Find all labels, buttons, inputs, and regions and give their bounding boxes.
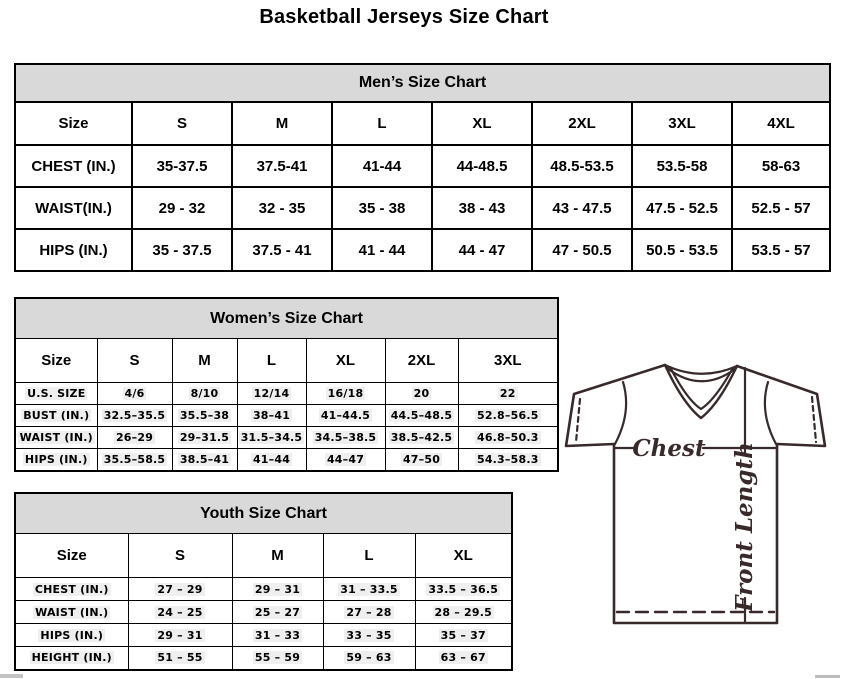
row-label: WAIST (IN.) (15, 601, 128, 624)
table-row (15, 578, 512, 601)
table-row (15, 383, 558, 405)
size-cell: 38–41 (237, 405, 306, 427)
table-row (15, 449, 558, 471)
size-cell: 31 – 33 (232, 624, 323, 647)
row-label: BUST (IN.) (15, 405, 97, 427)
size-cell: 63 – 67 (415, 647, 512, 670)
size-cell: 53.5 - 57 (732, 229, 830, 271)
size-cell: 32 - 35 (232, 187, 332, 229)
row-label: CHEST (IN.) (15, 578, 128, 601)
size-cell: 53.5-58 (632, 145, 732, 187)
front-length-label: Front Length (731, 442, 758, 612)
column-header: M (232, 102, 332, 145)
row-label: HIPS (IN.) (15, 624, 128, 647)
column-header: S (97, 339, 172, 383)
size-cell: 27 – 28 (323, 601, 415, 624)
table-row (15, 601, 512, 624)
size-cell: 55 – 59 (232, 647, 323, 670)
left-armhole-seam (615, 382, 626, 444)
size-cell: 26–29 (97, 427, 172, 449)
column-header: XL (432, 102, 532, 145)
column-header: L (332, 102, 432, 145)
size-cell: 52.5 - 57 (732, 187, 830, 229)
table-row (15, 229, 830, 271)
table-row (15, 405, 558, 427)
size-cell: 28 – 29.5 (415, 601, 512, 624)
size-cell: 29 – 31 (232, 578, 323, 601)
size-cell: 59 – 63 (323, 647, 415, 670)
size-cell: 46.8–50.3 (458, 427, 558, 449)
table-row (15, 427, 558, 449)
row-label: HEIGHT (IN.) (15, 647, 128, 670)
column-header: Size (15, 339, 97, 383)
table-title: Women’s Size Chart (15, 298, 558, 339)
size-table (14, 63, 831, 272)
jersey-measurement-diagram (556, 360, 843, 660)
collar-back-arc (665, 365, 737, 374)
size-cell: 20 (385, 383, 458, 405)
column-header: L (237, 339, 306, 383)
size-cell: 54.3–58.3 (458, 449, 558, 471)
size-cell: 31.5–34.5 (237, 427, 306, 449)
size-table (14, 297, 559, 472)
size-cell: 41–44.5 (306, 405, 385, 427)
size-cell: 38 - 43 (432, 187, 532, 229)
right-cuff-dashed-line (812, 397, 816, 442)
size-cell: 44–47 (306, 449, 385, 471)
size-cell: 24 – 25 (128, 601, 232, 624)
column-header: 2XL (385, 339, 458, 383)
table-title: Men’s Size Chart (15, 64, 830, 102)
column-header: L (323, 534, 415, 578)
row-label: WAIST(IN.) (15, 187, 132, 229)
mens-size-chart-table (14, 63, 829, 272)
size-cell: 52.8–56.5 (458, 405, 558, 427)
size-cell: 41-44 (332, 145, 432, 187)
column-header: S (132, 102, 232, 145)
size-cell: 51 – 55 (128, 647, 232, 670)
size-cell: 44 - 47 (432, 229, 532, 271)
chest-label: Chest (632, 435, 706, 462)
row-label: HIPS (IN.) (15, 449, 97, 471)
size-cell: 41–44 (237, 449, 306, 471)
column-header: 3XL (458, 339, 558, 383)
right-armhole-seam (765, 382, 776, 444)
size-cell: 22 (458, 383, 558, 405)
size-cell: 37.5 - 41 (232, 229, 332, 271)
row-label: HIPS (IN.) (15, 229, 132, 271)
size-cell: 31 – 33.5 (323, 578, 415, 601)
size-cell: 4/6 (97, 383, 172, 405)
size-cell: 35.5–38 (172, 405, 237, 427)
size-table (14, 492, 513, 671)
column-header: 3XL (632, 102, 732, 145)
column-header: M (172, 339, 237, 383)
page-title: Basketball Jerseys Size Chart (259, 6, 549, 28)
column-header: Size (15, 102, 132, 145)
size-cell: 47–50 (385, 449, 458, 471)
column-header: 4XL (732, 102, 830, 145)
column-header: Size (15, 534, 128, 578)
size-cell: 50.5 - 53.5 (632, 229, 732, 271)
cutoff-element-left (0, 674, 23, 678)
size-cell: 35-37.5 (132, 145, 232, 187)
size-cell: 38.5–42.5 (385, 427, 458, 449)
size-cell: 29–31.5 (172, 427, 237, 449)
size-cell: 29 – 31 (128, 624, 232, 647)
row-label: CHEST (IN.) (15, 145, 132, 187)
size-cell: 33.5 – 36.5 (415, 578, 512, 601)
size-cell: 33 – 35 (323, 624, 415, 647)
youth-size-chart-table (14, 492, 511, 671)
size-cell: 16/18 (306, 383, 385, 405)
size-cell: 35 – 37 (415, 624, 512, 647)
size-cell: 47 - 50.5 (532, 229, 632, 271)
womens-size-chart-table (14, 297, 557, 472)
size-cell: 25 – 27 (232, 601, 323, 624)
column-header: XL (415, 534, 512, 578)
table-row (15, 187, 830, 229)
size-cell: 8/10 (172, 383, 237, 405)
column-header: S (128, 534, 232, 578)
column-header: M (232, 534, 323, 578)
size-cell: 27 – 29 (128, 578, 232, 601)
left-cuff-dashed-line (576, 399, 580, 442)
size-cell: 35 - 38 (332, 187, 432, 229)
column-header: XL (306, 339, 385, 383)
size-cell: 58-63 (732, 145, 830, 187)
size-cell: 48.5-53.5 (532, 145, 632, 187)
size-cell: 44-48.5 (432, 145, 532, 187)
row-label: WAIST (IN.) (15, 427, 97, 449)
size-cell: 41 - 44 (332, 229, 432, 271)
size-cell: 38.5–41 (172, 449, 237, 471)
table-title: Youth Size Chart (15, 493, 512, 534)
table-row (15, 145, 830, 187)
size-cell: 34.5–38.5 (306, 427, 385, 449)
cutoff-element-right (815, 675, 840, 678)
size-cell: 12/14 (237, 383, 306, 405)
size-cell: 32.5–35.5 (97, 405, 172, 427)
size-cell: 35 - 37.5 (132, 229, 232, 271)
size-cell: 29 - 32 (132, 187, 232, 229)
column-header: 2XL (532, 102, 632, 145)
table-row (15, 624, 512, 647)
size-cell: 43 - 47.5 (532, 187, 632, 229)
size-cell: 44.5–48.5 (385, 405, 458, 427)
size-cell: 35.5–58.5 (97, 449, 172, 471)
size-cell: 47.5 - 52.5 (632, 187, 732, 229)
size-cell: 37.5-41 (232, 145, 332, 187)
table-row (15, 647, 512, 670)
row-label: U.S. SIZE (15, 383, 97, 405)
